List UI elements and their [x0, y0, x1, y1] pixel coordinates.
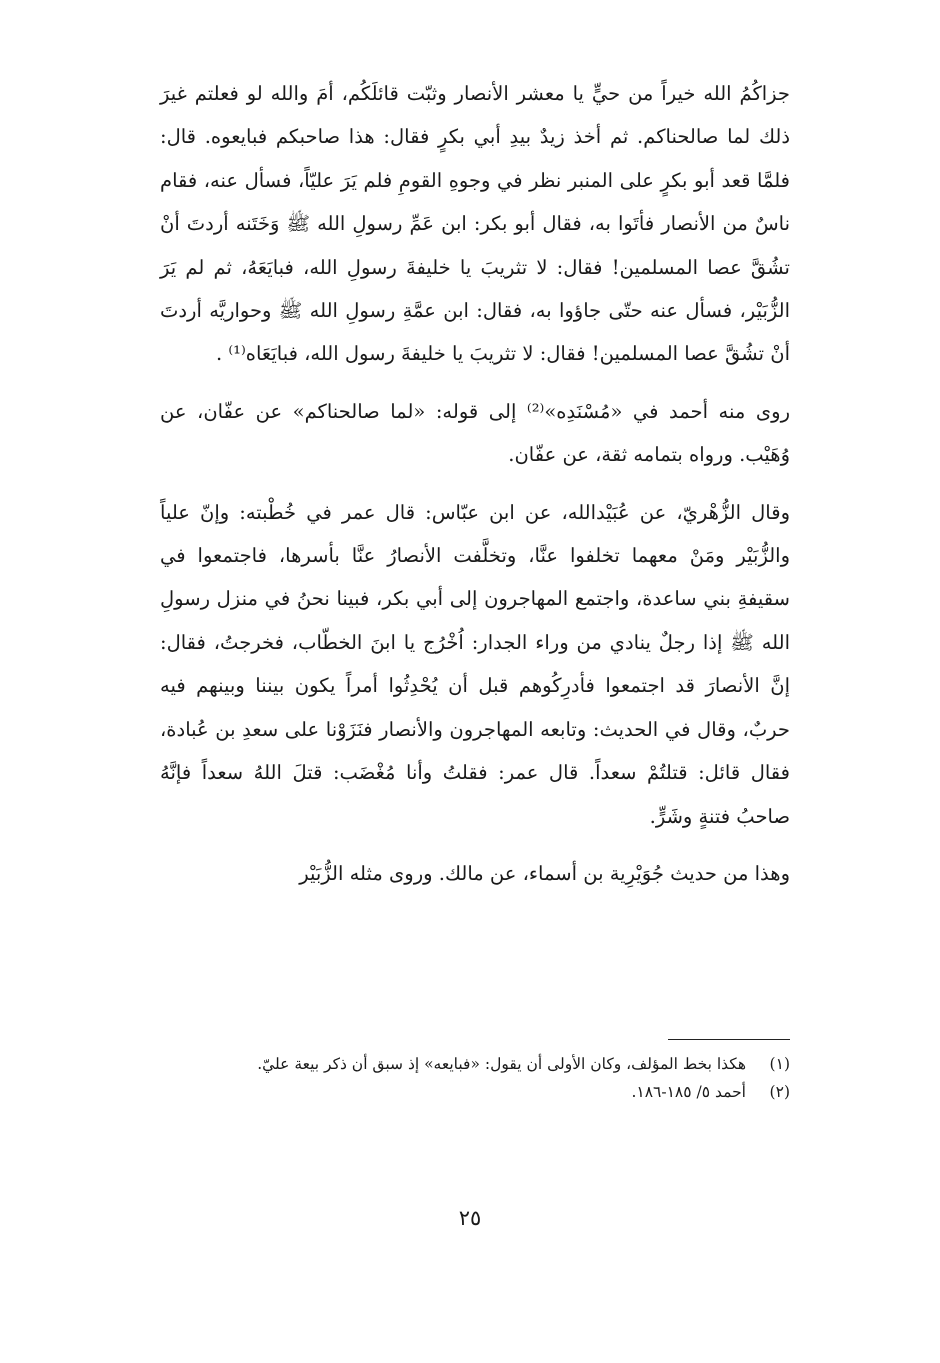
footnote-2-number: (٢)	[769, 1083, 790, 1101]
footnotes	[160, 1050, 790, 1106]
paragraph-3: وقال الزُّهْريّ، عن عُبَيْدالله، عن ابن عبّاس: قال عمر في خُطْبته: وإنّ علياً والزُّبَيْر ومَنْ معهما تخلفوا عنَّا، وتخلَّفت الأنصارُ عنَّا بأسرها، فاجتمعوا في سقيفةِ بني ساعدة، واجتمع المهاجرون إلى أبي بكر، فبينا نحنُ في منزل رسولِ الله ﷺ إذا رجلٌ ينادي من وراء الجدار: اُخْرُج يا ابنَ الخطّاب، فخرجتُ، فقال: إنَّ الأنصارَ قد اجتمعوا فأدرِكُوهم قبل أن يُحْدِثُوا أمراً يكون بيننا وبينهم فيه حربٌ، وقال في الحديث: وتابعه المهاجرون والأنصار فنَزَوْنا على سعدِ بن عُبادة، فقال قائل: قتلتُمْ سعداً. قال عمر: فقلتُ وأنا مُغْضَب: قتلَ اللهُ سعداً فإنَّهُ صاحبُ فتنةٍ وشَرٍّ.	[160, 500, 790, 828]
footnote-2-text: أحمد ٥/ ١٨٥-١٨٦.	[631, 1083, 746, 1101]
page-number: ٢٥	[458, 1206, 482, 1230]
paragraph-1: جزاكُمُ الله خيراً من حيٍّ يا معشر الأنصار وثبّت قائلَكُم، أمَ والله لو فعلتم غيرَ ذلك لما صالحناكم. ثم أخذ زيدٌ بيدِ أبي بكرٍ فقال: هذا صاحبكم فبايعوه. قال: فلمَّا قعد أبو بكرٍ على المنبر نظر في وجوهِ القومِ فلم يَرَ عليّاً، فسأل عنه، فقام ناسٌ من الأنصار فأتَوا به، فقال أبو بكر: ابن عَمِّ رسولِ الله ﷺ وَخَتَنه أردتَ أنْ تشُقَّ عصا المسلمين! فقال: لا تثريبَ يا خليفةَ رسولِ الله، فبايَعَهُ، ثم لم يَرَ الزُّبَيْر، فسأل عنه حتّى جاؤوا به، فقال: ابن عمَّةِ رسولِ الله ﷺ وحواريَّه أردتَ أنْ تشُقَّ عصا المسلمين! فقال: لا تثريبَ يا خليفةَ رسول الله، فبايَعَاه⁽¹⁾ .	[160, 82, 790, 366]
footnote-1	[160, 1050, 790, 1078]
main-text	[160, 72, 790, 909]
paragraph-4: وهذا من حديث جُوَيْرِية بن أسماء، عن مالك. وروى مثله الزُّبَيْر	[299, 861, 790, 885]
footnote-divider	[668, 1039, 790, 1040]
footnote-2	[160, 1078, 790, 1106]
paragraph-2: روى منه أحمد في «مُسْنَدِه»⁽²⁾ إلى قوله: «لما صالحناكم» عن عفّان، عن وُهَيْب. ورواه بتمامه ثقة، عن عفّان.	[160, 399, 790, 467]
footnote-1-number: (١)	[769, 1055, 790, 1073]
footnote-1-text: هكذا بخط المؤلف، وكان الأولى أن يقول: «فبايعه» إذ سبق أن ذكر بيعة عليّ.	[257, 1055, 746, 1073]
